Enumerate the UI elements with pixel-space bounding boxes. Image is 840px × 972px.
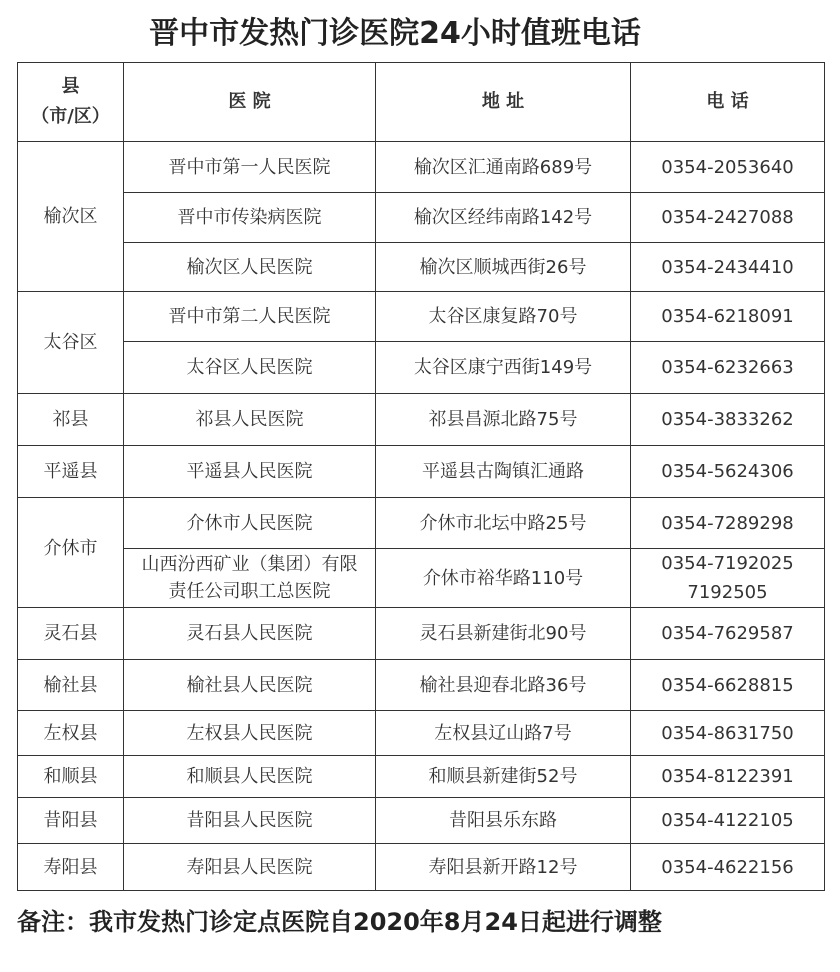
- phone-number: 0354-4622156: [661, 856, 794, 878]
- hospital-cell: 寿阳县人民医院: [124, 844, 376, 891]
- phone-number: 0354-7629587: [661, 623, 794, 644]
- hospital-cell: 榆次区人民医院: [124, 243, 376, 292]
- county-cell: 榆次区: [18, 142, 124, 292]
- table-row: [18, 608, 825, 660]
- hospital-cell: 太谷区人民医院: [124, 342, 376, 394]
- hospital-cell: 山西汾西矿业（集团）有限责任公司职工总医院: [124, 549, 376, 608]
- phone-number: 0354-2427088: [661, 207, 794, 228]
- phone-cell: [631, 446, 825, 498]
- phone-cell: [631, 498, 825, 549]
- page-title: 晋中市发热门诊医院24小时值班电话: [149, 16, 641, 51]
- phone-number: 0354-2053640: [661, 156, 794, 178]
- hospital-cell: 左权县人民医院: [124, 711, 376, 756]
- table-row: [18, 394, 825, 446]
- phone-number: 0354-2434410: [661, 256, 794, 278]
- phone-number: 7192505: [687, 582, 768, 603]
- hospital-table: [17, 62, 825, 891]
- table-row: [18, 243, 825, 292]
- hospital-cell: 灵石县人民医院: [124, 608, 376, 660]
- county-cell: 昔阳县: [18, 798, 124, 844]
- phone-number: 0354-6628815: [661, 674, 794, 696]
- table-body: [18, 142, 825, 891]
- phone-cell: [631, 549, 825, 608]
- address-cell: 祁县昌源北路75号: [376, 394, 631, 446]
- hospital-cell: 晋中市第一人民医院: [124, 142, 376, 193]
- table-row: [18, 549, 825, 608]
- header-county-line1: 县: [61, 76, 80, 97]
- phone-cell: [631, 292, 825, 342]
- county-cell: 榆社县: [18, 660, 124, 711]
- phone-cell: [631, 142, 825, 193]
- address-cell: 昔阳县乐东路: [376, 798, 631, 844]
- phone-cell: [631, 243, 825, 292]
- hospital-cell: 昔阳县人民医院: [124, 798, 376, 844]
- address-cell: 太谷区康复路70号: [376, 292, 631, 342]
- phone-number: 0354-8122391: [661, 766, 794, 787]
- address-cell: 平遥县古陶镇汇通路: [376, 446, 631, 498]
- header-county-line2: （市/区）: [31, 106, 110, 127]
- header-address: 地 址: [376, 63, 631, 142]
- table-row: [18, 142, 825, 193]
- address-cell: 榆次区经纬南路142号: [376, 193, 631, 243]
- table-row: [18, 844, 825, 891]
- address-cell: 介休市北坛中路25号: [376, 498, 631, 549]
- address-cell: 太谷区康宁西街149号: [376, 342, 631, 394]
- address-cell: 介休市裕华路110号: [376, 549, 631, 608]
- address-cell: 榆社县迎春北路36号: [376, 660, 631, 711]
- phone-number: 0354-7289298: [661, 512, 794, 534]
- phone-number: 0354-6232663: [661, 357, 794, 378]
- table-header-row: [18, 63, 825, 142]
- county-cell: 和顺县: [18, 756, 124, 798]
- table-row: [18, 498, 825, 549]
- table-row: [18, 660, 825, 711]
- hospital-cell: 平遥县人民医院: [124, 446, 376, 498]
- table-row: [18, 342, 825, 394]
- hospital-cell: 介休市人民医院: [124, 498, 376, 549]
- county-cell: 太谷区: [18, 292, 124, 394]
- hospital-cell: 祁县人民医院: [124, 394, 376, 446]
- address-cell: 榆次区顺城西街26号: [376, 243, 631, 292]
- table-row: [18, 711, 825, 756]
- phone-number: 0354-3833262: [661, 409, 794, 430]
- hospital-cell: 和顺县人民医院: [124, 756, 376, 798]
- address-cell: 寿阳县新开路12号: [376, 844, 631, 891]
- table-row: [18, 292, 825, 342]
- phone-cell: [631, 844, 825, 891]
- phone-cell: [631, 798, 825, 844]
- phone-cell: [631, 660, 825, 711]
- table-row: [18, 446, 825, 498]
- phone-cell: [631, 193, 825, 243]
- county-cell: 寿阳县: [18, 844, 124, 891]
- address-cell: 榆次区汇通南路689号: [376, 142, 631, 193]
- header-county: [18, 63, 124, 142]
- county-cell: 介休市: [18, 498, 124, 608]
- footnote: 备注：我市发热门诊定点医院自2020年8月24日起进行调整: [17, 908, 662, 936]
- phone-cell: [631, 394, 825, 446]
- phone-number: 0354-8631750: [661, 722, 794, 744]
- county-cell: 祁县: [18, 394, 124, 446]
- address-cell: 左权县辽山路7号: [376, 711, 631, 756]
- county-cell: 灵石县: [18, 608, 124, 660]
- phone-cell: [631, 756, 825, 798]
- phone-cell: [631, 711, 825, 756]
- hospital-cell: 晋中市传染病医院: [124, 193, 376, 243]
- hospital-cell: 榆社县人民医院: [124, 660, 376, 711]
- hospital-cell: 晋中市第二人民医院: [124, 292, 376, 342]
- phone-number: 0354-6218091: [661, 306, 794, 327]
- county-cell: 平遥县: [18, 446, 124, 498]
- table-row: [18, 756, 825, 798]
- phone-cell: [631, 608, 825, 660]
- address-cell: 灵石县新建街北90号: [376, 608, 631, 660]
- phone-cell: [631, 342, 825, 394]
- table-row: [18, 798, 825, 844]
- phone-number: 0354-7192025: [661, 553, 794, 574]
- header-phone: 电 话: [631, 63, 825, 142]
- phone-number: 0354-5624306: [661, 461, 794, 482]
- table-row: [18, 193, 825, 243]
- phone-number: 0354-4122105: [661, 810, 794, 831]
- county-cell: 左权县: [18, 711, 124, 756]
- address-cell: 和顺县新建街52号: [376, 756, 631, 798]
- header-hospital: 医 院: [124, 63, 376, 142]
